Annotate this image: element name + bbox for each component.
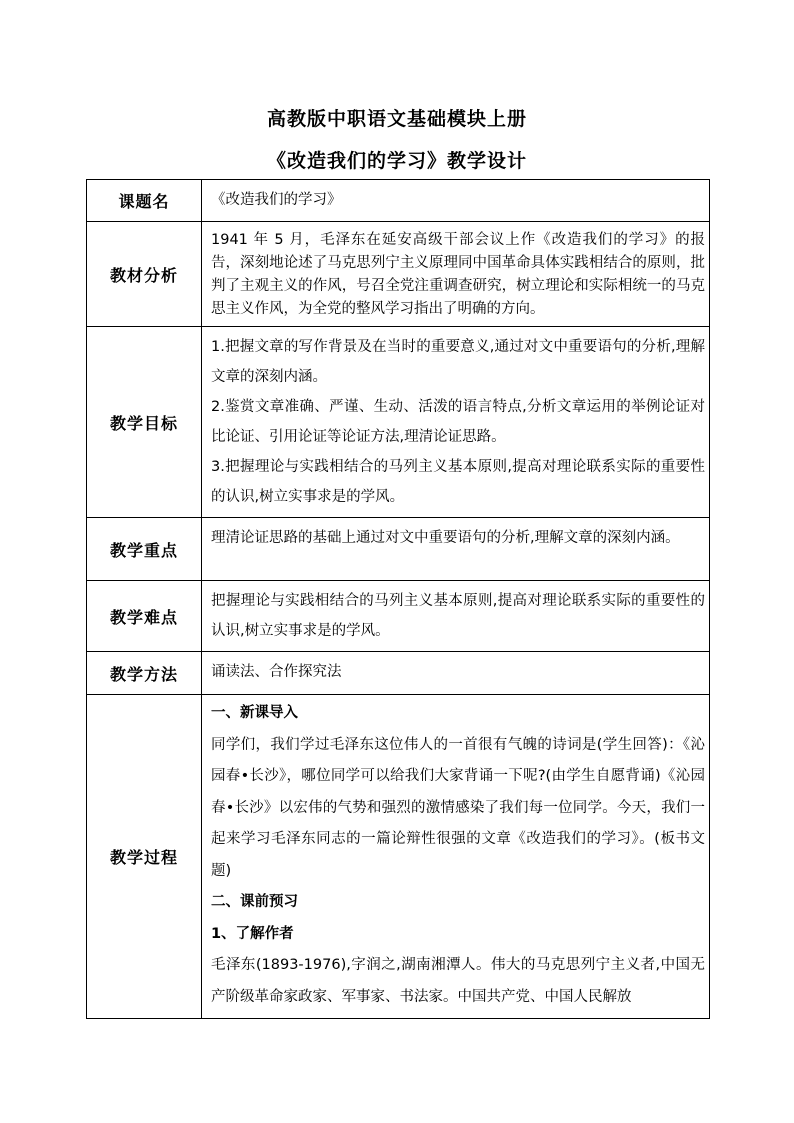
row-label-analysis: 教材分析: [87, 222, 202, 327]
process-section-heading: 二、课前预习: [211, 894, 298, 910]
table-row-analysis: [87, 222, 710, 327]
row-label-key-points: 教学重点: [87, 518, 202, 581]
table-row-key-points: [87, 518, 710, 581]
table-row-process: [87, 695, 710, 1019]
document-subtitle: 《改造我们的学习》教学设计: [266, 150, 527, 172]
topic-text: 《改造我们的学习》: [211, 192, 342, 208]
table-row-objectives: [87, 327, 710, 518]
table-row-methods: [87, 652, 710, 695]
row-label-methods: 教学方法: [87, 652, 202, 695]
lesson-plan-table: [86, 179, 710, 1019]
table-row-topic: [87, 180, 710, 222]
methods-text: 诵读法、合作探究法: [211, 664, 342, 680]
row-label-difficulties: 教学难点: [87, 581, 202, 652]
row-value-difficulties: [202, 581, 710, 652]
row-label-topic: 课题名: [87, 180, 202, 222]
process-section-heading: 一、新课导入: [211, 705, 298, 721]
row-value-key-points: [202, 518, 710, 581]
row-value-process: [202, 695, 710, 1019]
document-title: 高教版中职语文基础模块上册: [266, 108, 527, 130]
process-subsection-heading: 1、了解作者: [211, 925, 294, 942]
key-points-text: 理清论证思路的基础上通过对文中重要语句的分析,理解文章的深刻内涵。: [211, 530, 680, 546]
objective-item-2: 2.鉴赏文章准确、严谨、生动、活泼的语言特点,分析文章运用的举例论证对比论证、引用论证等论证方法,理清论证思路。: [211, 399, 705, 445]
row-label-process: 教学过程: [87, 695, 202, 1019]
objective-item-1: 1.把握文章的写作背景及在当时的重要意义,通过对文中重要语句的分析,理解文章的深刻内涵。: [211, 339, 705, 385]
analysis-text: 1941 年 5 月，毛泽东在延安高级干部会议上作《改造我们的学习》的报告，深刻地论述了马克思列宁主义原理同中国革命具体实践相结合的原则，批判了主观主义的作风，号召全党注重调查研究，树立理论和实际相统一的马克思主义作风，为全党的整风学习指出了明确的方向。: [211, 232, 705, 317]
row-value-objectives: [202, 327, 710, 518]
row-value-topic: [202, 180, 710, 222]
objective-item-3: 3.把握理论与实践相结合的马列主义基本原则,提高对理论联系实际的重要性的认识,树立实事求是的学风。: [211, 459, 705, 505]
row-value-methods: [202, 652, 710, 695]
process-paragraph: 同学们，我们学过毛泽东这位伟人的一首很有气魄的诗词是(学生回答)：《沁园春•长沙》，哪位同学可以给我们大家背诵一下呢?(由学生自愿背诵)《沁园春•长沙》以宏伟的气势和强烈的激情感染了我们每一位同学。今天，我们一起来学习毛泽东同志的一篇论辩性很强的文章《改造我们的学习》。(板书文题): [211, 736, 705, 879]
difficulties-text: 把握理论与实践相结合的马列主义基本原则,提高对理论联系实际的重要性的认识,树立实事求是的学风。: [211, 593, 705, 639]
row-value-analysis: [202, 222, 710, 327]
process-paragraph: 毛泽东(1893-1976),字润之,湖南湘潭人。伟大的马克思列宁主义者,中国无产阶级革命家政家、军事家、书法家。中国共产党、中国人民解放: [211, 957, 705, 1005]
row-label-objectives: 教学目标: [87, 327, 202, 518]
table-row-difficulties: [87, 581, 710, 652]
